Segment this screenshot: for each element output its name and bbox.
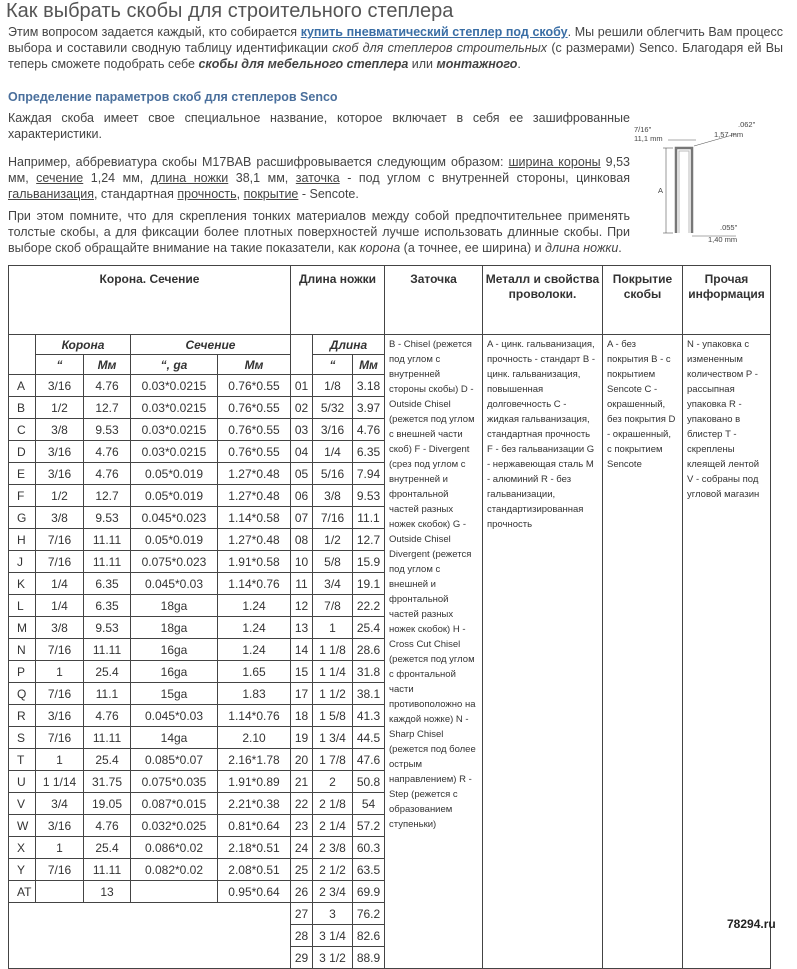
crown-code: K bbox=[9, 573, 36, 595]
leg-code: 19 bbox=[291, 727, 313, 749]
section-mm: 1.91*0.58 bbox=[218, 551, 291, 573]
example-text: 38,1 мм, bbox=[228, 171, 296, 185]
crown-mm: 4.76 bbox=[84, 815, 131, 837]
leg-inch: 3/4 bbox=[313, 573, 353, 595]
advice-italic: корона bbox=[359, 241, 401, 255]
crown-code: V bbox=[9, 793, 36, 815]
leg-inch: 2 3/8 bbox=[313, 837, 353, 859]
crown-inch: 3/16 bbox=[36, 441, 84, 463]
example-text: - под углом с внутренней стороны, цинковая bbox=[339, 171, 630, 185]
leg-inch: 2 3/4 bbox=[313, 881, 353, 903]
crown-code: W bbox=[9, 815, 36, 837]
leg-mm: 22.2 bbox=[353, 595, 385, 617]
section-inch: 0.05*0.019 bbox=[131, 463, 218, 485]
section-mm: 1.14*0.76 bbox=[218, 705, 291, 727]
leg-inch: 7/8 bbox=[313, 595, 353, 617]
page-title: Как выбрать скобы для строительного степлера bbox=[6, 0, 454, 22]
section-inch: 0.086*0.02 bbox=[131, 837, 218, 859]
intro-paragraph bbox=[8, 24, 783, 72]
section-inch: 0.075*0.023 bbox=[131, 551, 218, 573]
crown-inch: 1/4 bbox=[36, 595, 84, 617]
leg-mm: 3.97 bbox=[353, 397, 385, 419]
leg-mm: 47.6 bbox=[353, 749, 385, 771]
leg-mm: 76.2 bbox=[353, 903, 385, 925]
intro-text: . Мы решили облегчить Вам процесс выбора и составили сводную таблицу идентификации bbox=[8, 25, 784, 55]
intro-bold-italic: скобы для мебельного степлера bbox=[198, 57, 409, 71]
leg-inch: 1 3/4 bbox=[313, 727, 353, 749]
crown-inch: 1 bbox=[36, 837, 84, 859]
leg-mm: 88.9 bbox=[353, 947, 385, 969]
section-mm: 1.24 bbox=[218, 639, 291, 661]
crown-code: B bbox=[9, 397, 36, 419]
section-inch: 0.045*0.023 bbox=[131, 507, 218, 529]
leg-inch: 2 1/8 bbox=[313, 793, 353, 815]
crown-mm: 11.11 bbox=[84, 859, 131, 881]
leg-code: 04 bbox=[291, 441, 313, 463]
leg-code: 23 bbox=[291, 815, 313, 837]
leg-inch: 7/16 bbox=[313, 507, 353, 529]
leg-mm: 69.9 bbox=[353, 881, 385, 903]
section-inch: 18ga bbox=[131, 595, 218, 617]
crown-inch: 3/16 bbox=[36, 705, 84, 727]
crown-code: A bbox=[9, 375, 36, 397]
crown-mm: 9.53 bbox=[84, 419, 131, 441]
term-point: заточка bbox=[295, 171, 340, 185]
leg-mm: 38.1 bbox=[353, 683, 385, 705]
section-mm: 2.16*1.78 bbox=[218, 749, 291, 771]
crown-mm: 6.35 bbox=[84, 595, 131, 617]
staple-shape bbox=[676, 148, 692, 233]
crown-code: T bbox=[9, 749, 36, 771]
crown-inch: 1/2 bbox=[36, 397, 84, 419]
crown-inch: 3/8 bbox=[36, 419, 84, 441]
thickness-inch-label: .062" bbox=[738, 120, 756, 129]
subheader-section: Сечение bbox=[131, 335, 291, 355]
leg-inch: 1 5/8 bbox=[313, 705, 353, 727]
leg-mm: 15.9 bbox=[353, 551, 385, 573]
width-mm-label: 1,40 mm bbox=[708, 235, 738, 244]
crown-code: Q bbox=[9, 683, 36, 705]
crown-mm: 6.35 bbox=[84, 573, 131, 595]
subheader-inch-ga: “, ga bbox=[131, 355, 218, 375]
crown-mm: 11.11 bbox=[84, 639, 131, 661]
section-inch: 0.082*0.02 bbox=[131, 859, 218, 881]
leg-code: 27 bbox=[291, 903, 313, 925]
leg-code: 10 bbox=[291, 551, 313, 573]
crown-mm: 9.53 bbox=[84, 617, 131, 639]
crown-inch: 3/8 bbox=[36, 617, 84, 639]
leg-mm: 7.94 bbox=[353, 463, 385, 485]
section-inch: 14ga bbox=[131, 727, 218, 749]
section-inch: 0.045*0.03 bbox=[131, 573, 218, 595]
metal-description: A - цинк. гальванизация, прочность - стандарт B - цинк. гальванизация, повышенная долговечность C - жидкая гальванизация, стандартная прочность F - без гальванизации G - нержавеющая сталь M - алюминий R - без гальванизации, стандартизированная прочность bbox=[483, 335, 603, 969]
crown-mm: 12.7 bbox=[84, 397, 131, 419]
leg-code: 02 bbox=[291, 397, 313, 419]
crown-inch: 3/8 bbox=[36, 507, 84, 529]
section-mm: 2.18*0.51 bbox=[218, 837, 291, 859]
crown-inch: 7/16 bbox=[36, 529, 84, 551]
crown-mm: 25.4 bbox=[84, 749, 131, 771]
example-paragraph bbox=[8, 154, 630, 202]
leg-inch: 3 1/2 bbox=[313, 947, 353, 969]
crown-inch: 3/4 bbox=[36, 793, 84, 815]
section-mm: 1.27*0.48 bbox=[218, 529, 291, 551]
header-crown-section: Корона. Сечение bbox=[9, 266, 291, 335]
intro-bold-italic: монтажного bbox=[436, 57, 518, 71]
subheader-crown: Корона bbox=[36, 335, 131, 355]
term-section: сечение bbox=[36, 171, 84, 185]
crown-code: H bbox=[9, 529, 36, 551]
buy-stapler-link[interactable]: купить пневматический степлер под скобу bbox=[300, 25, 568, 39]
crown-inch: 3/16 bbox=[36, 463, 84, 485]
leg-inch: 5/8 bbox=[313, 551, 353, 573]
coating-description: A - без покрытия B - с покрытием Sencote C - окрашенный, без покрытия D - окрашенный, с покрытием Sencote bbox=[603, 335, 683, 969]
section-mm: 1.83 bbox=[218, 683, 291, 705]
section-mm: 1.14*0.76 bbox=[218, 573, 291, 595]
section-mm: 0.76*0.55 bbox=[218, 419, 291, 441]
staple-diagram bbox=[628, 118, 788, 248]
leg-inch: 1 1/4 bbox=[313, 661, 353, 683]
leg-inch: 3/8 bbox=[313, 485, 353, 507]
crown-mm: 4.76 bbox=[84, 375, 131, 397]
crown-code: D bbox=[9, 441, 36, 463]
crown-code: G bbox=[9, 507, 36, 529]
subheader-inch: “ bbox=[36, 355, 84, 375]
description-paragraph: Каждая скоба имеет свое специальное название, которое включает в себя ее зашифрованные характеристики. bbox=[8, 111, 630, 141]
crown-code: J bbox=[9, 551, 36, 573]
header-coating: Покрытие скобы bbox=[603, 266, 683, 335]
intro-italic: скоб для степлеров строительных bbox=[332, 41, 548, 55]
subheader-mm: Мм bbox=[84, 355, 131, 375]
crown-mm: 12.7 bbox=[84, 485, 131, 507]
leg-code: 12 bbox=[291, 595, 313, 617]
crown-mm-label: 11,1 mm bbox=[634, 134, 663, 143]
leg-mm: 41.3 bbox=[353, 705, 385, 727]
section-mm: 1.65 bbox=[218, 661, 291, 683]
leg-code: 17 bbox=[291, 683, 313, 705]
leg-inch: 2 1/2 bbox=[313, 859, 353, 881]
section-inch: 0.032*0.025 bbox=[131, 815, 218, 837]
leg-label: A bbox=[658, 186, 664, 195]
subheader-mm: Мм bbox=[218, 355, 291, 375]
leg-code: 24 bbox=[291, 837, 313, 859]
leg-mm: 50.8 bbox=[353, 771, 385, 793]
leg-code: 05 bbox=[291, 463, 313, 485]
advice-text: (а точнее, ее ширина) и bbox=[400, 241, 546, 255]
advice-text: При этом помните, что для скрепления тонких материалов между собой предпочтительнее применять толстые скобы, а для фиксации более плотных поверхностей лучше использовать длинные скобы. При выборе скоб обращайте внимание на такие показатели, как bbox=[8, 209, 630, 255]
leg-code: 21 bbox=[291, 771, 313, 793]
crown-mm: 11.11 bbox=[84, 727, 131, 749]
leg-code: 18 bbox=[291, 705, 313, 727]
crown-inch: 1 1/14 bbox=[36, 771, 84, 793]
section-inch: 0.075*0.035 bbox=[131, 771, 218, 793]
leg-code: 07 bbox=[291, 507, 313, 529]
leg-code: 20 bbox=[291, 749, 313, 771]
leg-mm: 82.6 bbox=[353, 925, 385, 947]
section-inch: 0.05*0.019 bbox=[131, 485, 218, 507]
leg-mm: 3.18 bbox=[353, 375, 385, 397]
subheader-length: Длина bbox=[313, 335, 385, 355]
leg-mm: 28.6 bbox=[353, 639, 385, 661]
example-text: - Sencote. bbox=[298, 187, 359, 201]
leg-inch: 3/16 bbox=[313, 419, 353, 441]
leg-code: 15 bbox=[291, 661, 313, 683]
leg-mm: 11.1 bbox=[353, 507, 385, 529]
leg-inch: 1 1/8 bbox=[313, 639, 353, 661]
leg-inch: 1 7/8 bbox=[313, 749, 353, 771]
section-inch: 0.045*0.03 bbox=[131, 705, 218, 727]
crown-code: AT bbox=[9, 881, 36, 903]
section-inch: 0.087*0.015 bbox=[131, 793, 218, 815]
width-inch-label: .055" bbox=[720, 223, 738, 232]
section-inch: 0.03*0.0215 bbox=[131, 375, 218, 397]
crown-mm: 13 bbox=[84, 881, 131, 903]
crown-mm: 19.05 bbox=[84, 793, 131, 815]
intro-text: (с размерами) Senco. Благодаря ей Вы теперь сможете подобрать себе bbox=[8, 41, 784, 71]
crown-inch bbox=[36, 881, 84, 903]
crown-inch: 1 bbox=[36, 661, 84, 683]
section-inch: 0.03*0.0215 bbox=[131, 441, 218, 463]
section-mm: 1.27*0.48 bbox=[218, 463, 291, 485]
leg-code: 01 bbox=[291, 375, 313, 397]
leg-inch: 2 bbox=[313, 771, 353, 793]
term-crown-width: ширина короны bbox=[508, 155, 601, 169]
intro-text: Этим вопросом задается каждый, кто собирается bbox=[8, 25, 301, 39]
section-mm: 0.81*0.64 bbox=[218, 815, 291, 837]
example-text: , стандартная bbox=[93, 187, 178, 201]
crown-code: R bbox=[9, 705, 36, 727]
other-description: N - упаковка с измененным количеством P - рассыпная упаковка R - упаковано в блистер T - скреплены клеящей лентой V - собраны под угловой магазин bbox=[683, 335, 771, 969]
crown-code: S bbox=[9, 727, 36, 749]
section-mm: 0.76*0.55 bbox=[218, 375, 291, 397]
term-galvanization: гальванизация bbox=[8, 187, 94, 201]
header-metal: Металл и свойства проволоки. bbox=[483, 266, 603, 335]
leg-inch: 1 bbox=[313, 617, 353, 639]
leg-inch: 5/16 bbox=[313, 463, 353, 485]
crown-mm: 25.4 bbox=[84, 837, 131, 859]
leg-code: 08 bbox=[291, 529, 313, 551]
crown-inch: 3/16 bbox=[36, 375, 84, 397]
section-inch: 0.03*0.0215 bbox=[131, 419, 218, 441]
leg-code: 14 bbox=[291, 639, 313, 661]
point-description: B - Chisel (режется под углом с внутренней стороны скобы) D - Outside Chisel (режется под углом с внешней части скоб) F - Divergent (срез под углом с внутренней и фронтальной частей разных ножек скобок) G - Outside Chisel Divergent (режется под углом с внешней и фронтальной частей разных ножек скобок) H - Cross Cut Chisel (режется под углом с фронтальной части противоположно на каждой ножке) N - Sharp Chisel (режется под более острым направлением) R - Step (режется с образованием ступеньки) bbox=[385, 335, 483, 969]
header-leg-length: Длина ножки bbox=[291, 266, 385, 335]
crown-inch-label: 7/16" bbox=[634, 125, 652, 134]
crown-mm: 11.1 bbox=[84, 683, 131, 705]
leg-mm: 44.5 bbox=[353, 727, 385, 749]
leg-code: 28 bbox=[291, 925, 313, 947]
section-mm: 2.21*0.38 bbox=[218, 793, 291, 815]
crown-inch: 7/16 bbox=[36, 727, 84, 749]
section-subtitle: Определение параметров скоб для степлеров Senco bbox=[8, 90, 338, 104]
leg-mm: 63.5 bbox=[353, 859, 385, 881]
leg-inch: 5/32 bbox=[313, 397, 353, 419]
leg-mm: 4.76 bbox=[353, 419, 385, 441]
leg-code: 06 bbox=[291, 485, 313, 507]
leg-code: 03 bbox=[291, 419, 313, 441]
leg-mm: 9.53 bbox=[353, 485, 385, 507]
crown-mm: 9.53 bbox=[84, 507, 131, 529]
leg-code: 22 bbox=[291, 793, 313, 815]
leg-code: 25 bbox=[291, 859, 313, 881]
crown-code: Y bbox=[9, 859, 36, 881]
staple-inner bbox=[679, 151, 689, 233]
term-leg-length: длина ножки bbox=[150, 171, 229, 185]
term-strength: прочность bbox=[177, 187, 237, 201]
leg-mm: 6.35 bbox=[353, 441, 385, 463]
leg-inch: 3 bbox=[313, 903, 353, 925]
leg-inch: 1/4 bbox=[313, 441, 353, 463]
section-mm: 1.91*0.89 bbox=[218, 771, 291, 793]
section-mm: 0.76*0.55 bbox=[218, 441, 291, 463]
section-mm: 2.08*0.51 bbox=[218, 859, 291, 881]
section-inch: 15ga bbox=[131, 683, 218, 705]
leg-mm: 19.1 bbox=[353, 573, 385, 595]
leg-mm: 31.8 bbox=[353, 661, 385, 683]
crown-code: X bbox=[9, 837, 36, 859]
crown-mm: 4.76 bbox=[84, 463, 131, 485]
section-mm: 1.24 bbox=[218, 595, 291, 617]
section-inch: 16ga bbox=[131, 639, 218, 661]
thickness-mm-label: 1,57 mm bbox=[714, 130, 744, 139]
intro-text: . bbox=[517, 57, 521, 71]
section-inch: 0.05*0.019 bbox=[131, 529, 218, 551]
leg-mm: 25.4 bbox=[353, 617, 385, 639]
crown-code: P bbox=[9, 661, 36, 683]
leg-mm: 54 bbox=[353, 793, 385, 815]
section-mm: 1.14*0.58 bbox=[218, 507, 291, 529]
crown-mm: 11.11 bbox=[84, 529, 131, 551]
crown-code: M bbox=[9, 617, 36, 639]
example-text: 9,53 мм, bbox=[8, 155, 631, 185]
crown-mm: 11.11 bbox=[84, 551, 131, 573]
leg-inch: 1/8 bbox=[313, 375, 353, 397]
leg-code: 13 bbox=[291, 617, 313, 639]
crown-code: C bbox=[9, 419, 36, 441]
subheader-inch: “ bbox=[313, 355, 353, 375]
advice-italic: длина ножки bbox=[545, 241, 619, 255]
leg-inch: 2 1/4 bbox=[313, 815, 353, 837]
leg-code: 11 bbox=[291, 573, 313, 595]
term-coating: покрытие bbox=[243, 187, 299, 201]
leg-inch: 3 1/4 bbox=[313, 925, 353, 947]
crown-code: U bbox=[9, 771, 36, 793]
section-inch: 0.085*0.07 bbox=[131, 749, 218, 771]
crown-mm: 4.76 bbox=[84, 441, 131, 463]
site-watermark: 78294.ru bbox=[727, 917, 776, 931]
leg-code: 26 bbox=[291, 881, 313, 903]
section-mm: 1.27*0.48 bbox=[218, 485, 291, 507]
header-other: Прочая информация bbox=[683, 266, 771, 335]
crown-code: F bbox=[9, 485, 36, 507]
section-inch: 0.03*0.0215 bbox=[131, 397, 218, 419]
crown-empty-cell bbox=[9, 903, 291, 969]
example-text: Например, аббревиатура скобы M17BAB расшифровывается следующим образом: bbox=[8, 155, 509, 169]
crown-inch: 7/16 bbox=[36, 551, 84, 573]
section-inch bbox=[131, 881, 218, 903]
example-text: , bbox=[236, 187, 244, 201]
section-inch: 18ga bbox=[131, 617, 218, 639]
crown-inch: 1/4 bbox=[36, 573, 84, 595]
crown-mm: 25.4 bbox=[84, 661, 131, 683]
advice-paragraph bbox=[8, 208, 630, 256]
leg-mm: 12.7 bbox=[353, 529, 385, 551]
header-point: Заточка bbox=[385, 266, 483, 335]
section-mm: 0.95*0.64 bbox=[218, 881, 291, 903]
subheader-mm: Мм bbox=[353, 355, 385, 375]
example-text: 1,24 мм, bbox=[83, 171, 151, 185]
crown-inch: 1/2 bbox=[36, 485, 84, 507]
crown-inch: 7/16 bbox=[36, 683, 84, 705]
section-mm: 2.10 bbox=[218, 727, 291, 749]
crown-mm: 31.75 bbox=[84, 771, 131, 793]
section-mm: 0.76*0.55 bbox=[218, 397, 291, 419]
crown-code: L bbox=[9, 595, 36, 617]
staple-identification-table bbox=[8, 265, 771, 969]
crown-code: N bbox=[9, 639, 36, 661]
leg-inch: 1 1/2 bbox=[313, 683, 353, 705]
crown-code: E bbox=[9, 463, 36, 485]
crown-inch: 7/16 bbox=[36, 859, 84, 881]
leg-mm: 57.2 bbox=[353, 815, 385, 837]
leg-inch: 1/2 bbox=[313, 529, 353, 551]
section-mm: 1.24 bbox=[218, 617, 291, 639]
leg-mm: 60.3 bbox=[353, 837, 385, 859]
advice-text: . bbox=[618, 241, 622, 255]
crown-inch: 3/16 bbox=[36, 815, 84, 837]
crown-mm: 4.76 bbox=[84, 705, 131, 727]
crown-inch: 7/16 bbox=[36, 639, 84, 661]
intro-text: или bbox=[408, 57, 437, 71]
crown-inch: 1 bbox=[36, 749, 84, 771]
section-inch: 16ga bbox=[131, 661, 218, 683]
leg-code: 29 bbox=[291, 947, 313, 969]
